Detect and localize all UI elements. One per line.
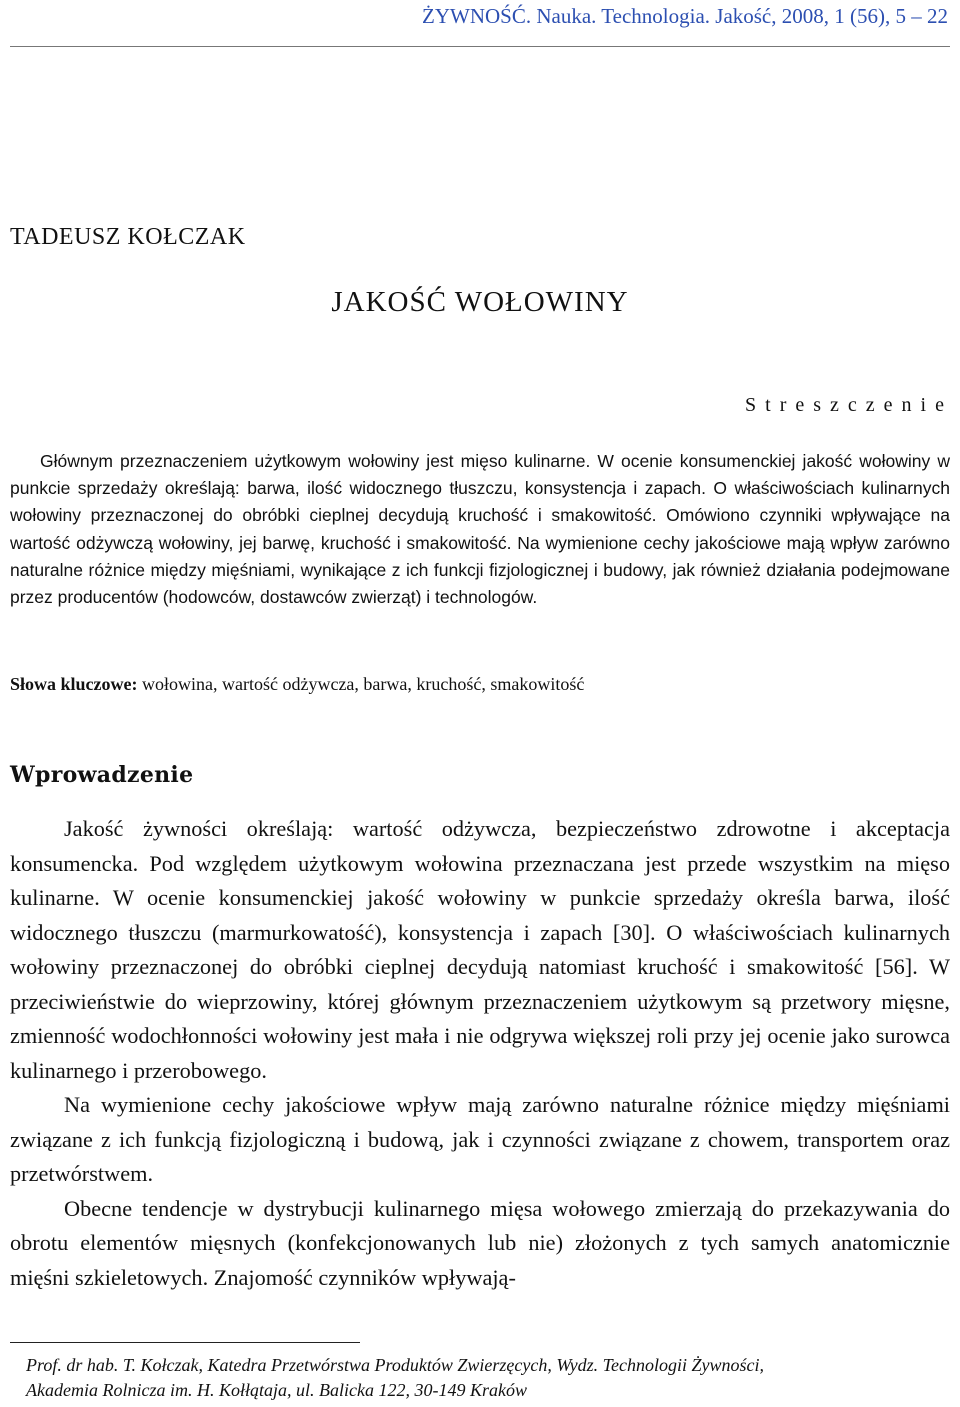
keywords-line xyxy=(10,674,950,695)
keywords-list: wołowina, wartość odżywcza, barwa, kruchość, smakowitość xyxy=(137,674,585,694)
author-affiliation-footnote xyxy=(26,1353,952,1403)
section-heading: Wprowadzenie xyxy=(10,762,194,788)
abstract-text: Głównym przeznaczeniem użytkowym wołowiny jest mięso kulinarne. W ocenie konsumenckiej jakość wołowiny w punkcie sprzedaży określają: barwa, ilość widocznego tłuszczu, konsystencja i zapach. O właściwościach kulinarnych wołowiny przeznaczonej do obróbki cieplnej decydują kruchość i smakowitość. Omówiono czynniki wpływające na wartość odżywczą wołowiny, jej barwę, kruchość i smakowitość. Na wymienione cechy jakościowe mają wpływ zarówno naturalne różnice między mięśniami, wynikające z ich funkcji fizjologicznej i budowy, jak również działania podejmowane przez producentów (hodowców, dostawców zwierząt) i technologów. xyxy=(10,451,950,608)
footnote-line: Prof. dr hab. T. Kołczak, Katedra Przetwórstwa Produktów Zwierzęcych, Wydz. Technologii Żywności, xyxy=(26,1355,764,1375)
footnote-line: Akademia Rolnicza im. H. Kołłątaja, ul. Balicka 122, 30-149 Kraków xyxy=(26,1380,527,1400)
header-divider xyxy=(10,46,950,47)
body-paragraph: Obecne tendencje w dystrybucji kulinarnego mięsa wołowego zmierzają do przekazywania do obrotu elementów mięsnych (konfekcjonowanych lub nie) złożonych z tych samych anatomicznie mięśni szkieletowych. Znajomość czynników wpływają- xyxy=(10,1195,950,1290)
body-paragraph: Jakość żywności określają: wartość odżywcza, bezpieczeństwo zdrowotne i akceptacja konsumencka. Pod względem użytkowym wołowina przeznaczana jest przede wszystkim na mięso kulinarne. W ocenie konsumenckiej jakość wołowiny w punkcie sprzedaży określa barwa, ilość widocznego tłuszczu (marmurkowatość), konsystencja i zapach [30]. O właściwościach kulinarnych wołowiny przeznaczonej do obróbki cieplnej decydują natomiast kruchość i smakowitość [56]. W przeciwieństwie do wieprzowiny, której głównym przeznaczeniem użytkowym są przetwory mięsne, zmienność wodochłonności wołowiny jest mała i nie odgrywa większej roli przy jej ocenie jako surowca kulinarnego i przerobowego. xyxy=(10,816,950,1083)
journal-header: ŻYWNOŚĆ. Nauka. Technologia. Jakość, 2008, 1 (56), 5 – 22 xyxy=(422,4,948,28)
abstract-heading: S t r e s z c z e n i e xyxy=(745,394,946,416)
footnote-divider xyxy=(10,1342,360,1343)
section-body xyxy=(10,812,950,1295)
keywords-label: Słowa kluczowe: xyxy=(10,674,138,694)
author-name: TADEUSZ KOŁCZAK xyxy=(10,224,246,250)
body-paragraph: Na wymienione cechy jakościowe wpływ mają zarówno naturalne różnice między mięśniami związane z ich funkcją fizjologiczną i budową, jak i czynności związane z chowem, transportem oraz przetwórstwem. xyxy=(10,1092,950,1186)
article-title: JAKOŚĆ WOŁOWINY xyxy=(331,286,629,318)
